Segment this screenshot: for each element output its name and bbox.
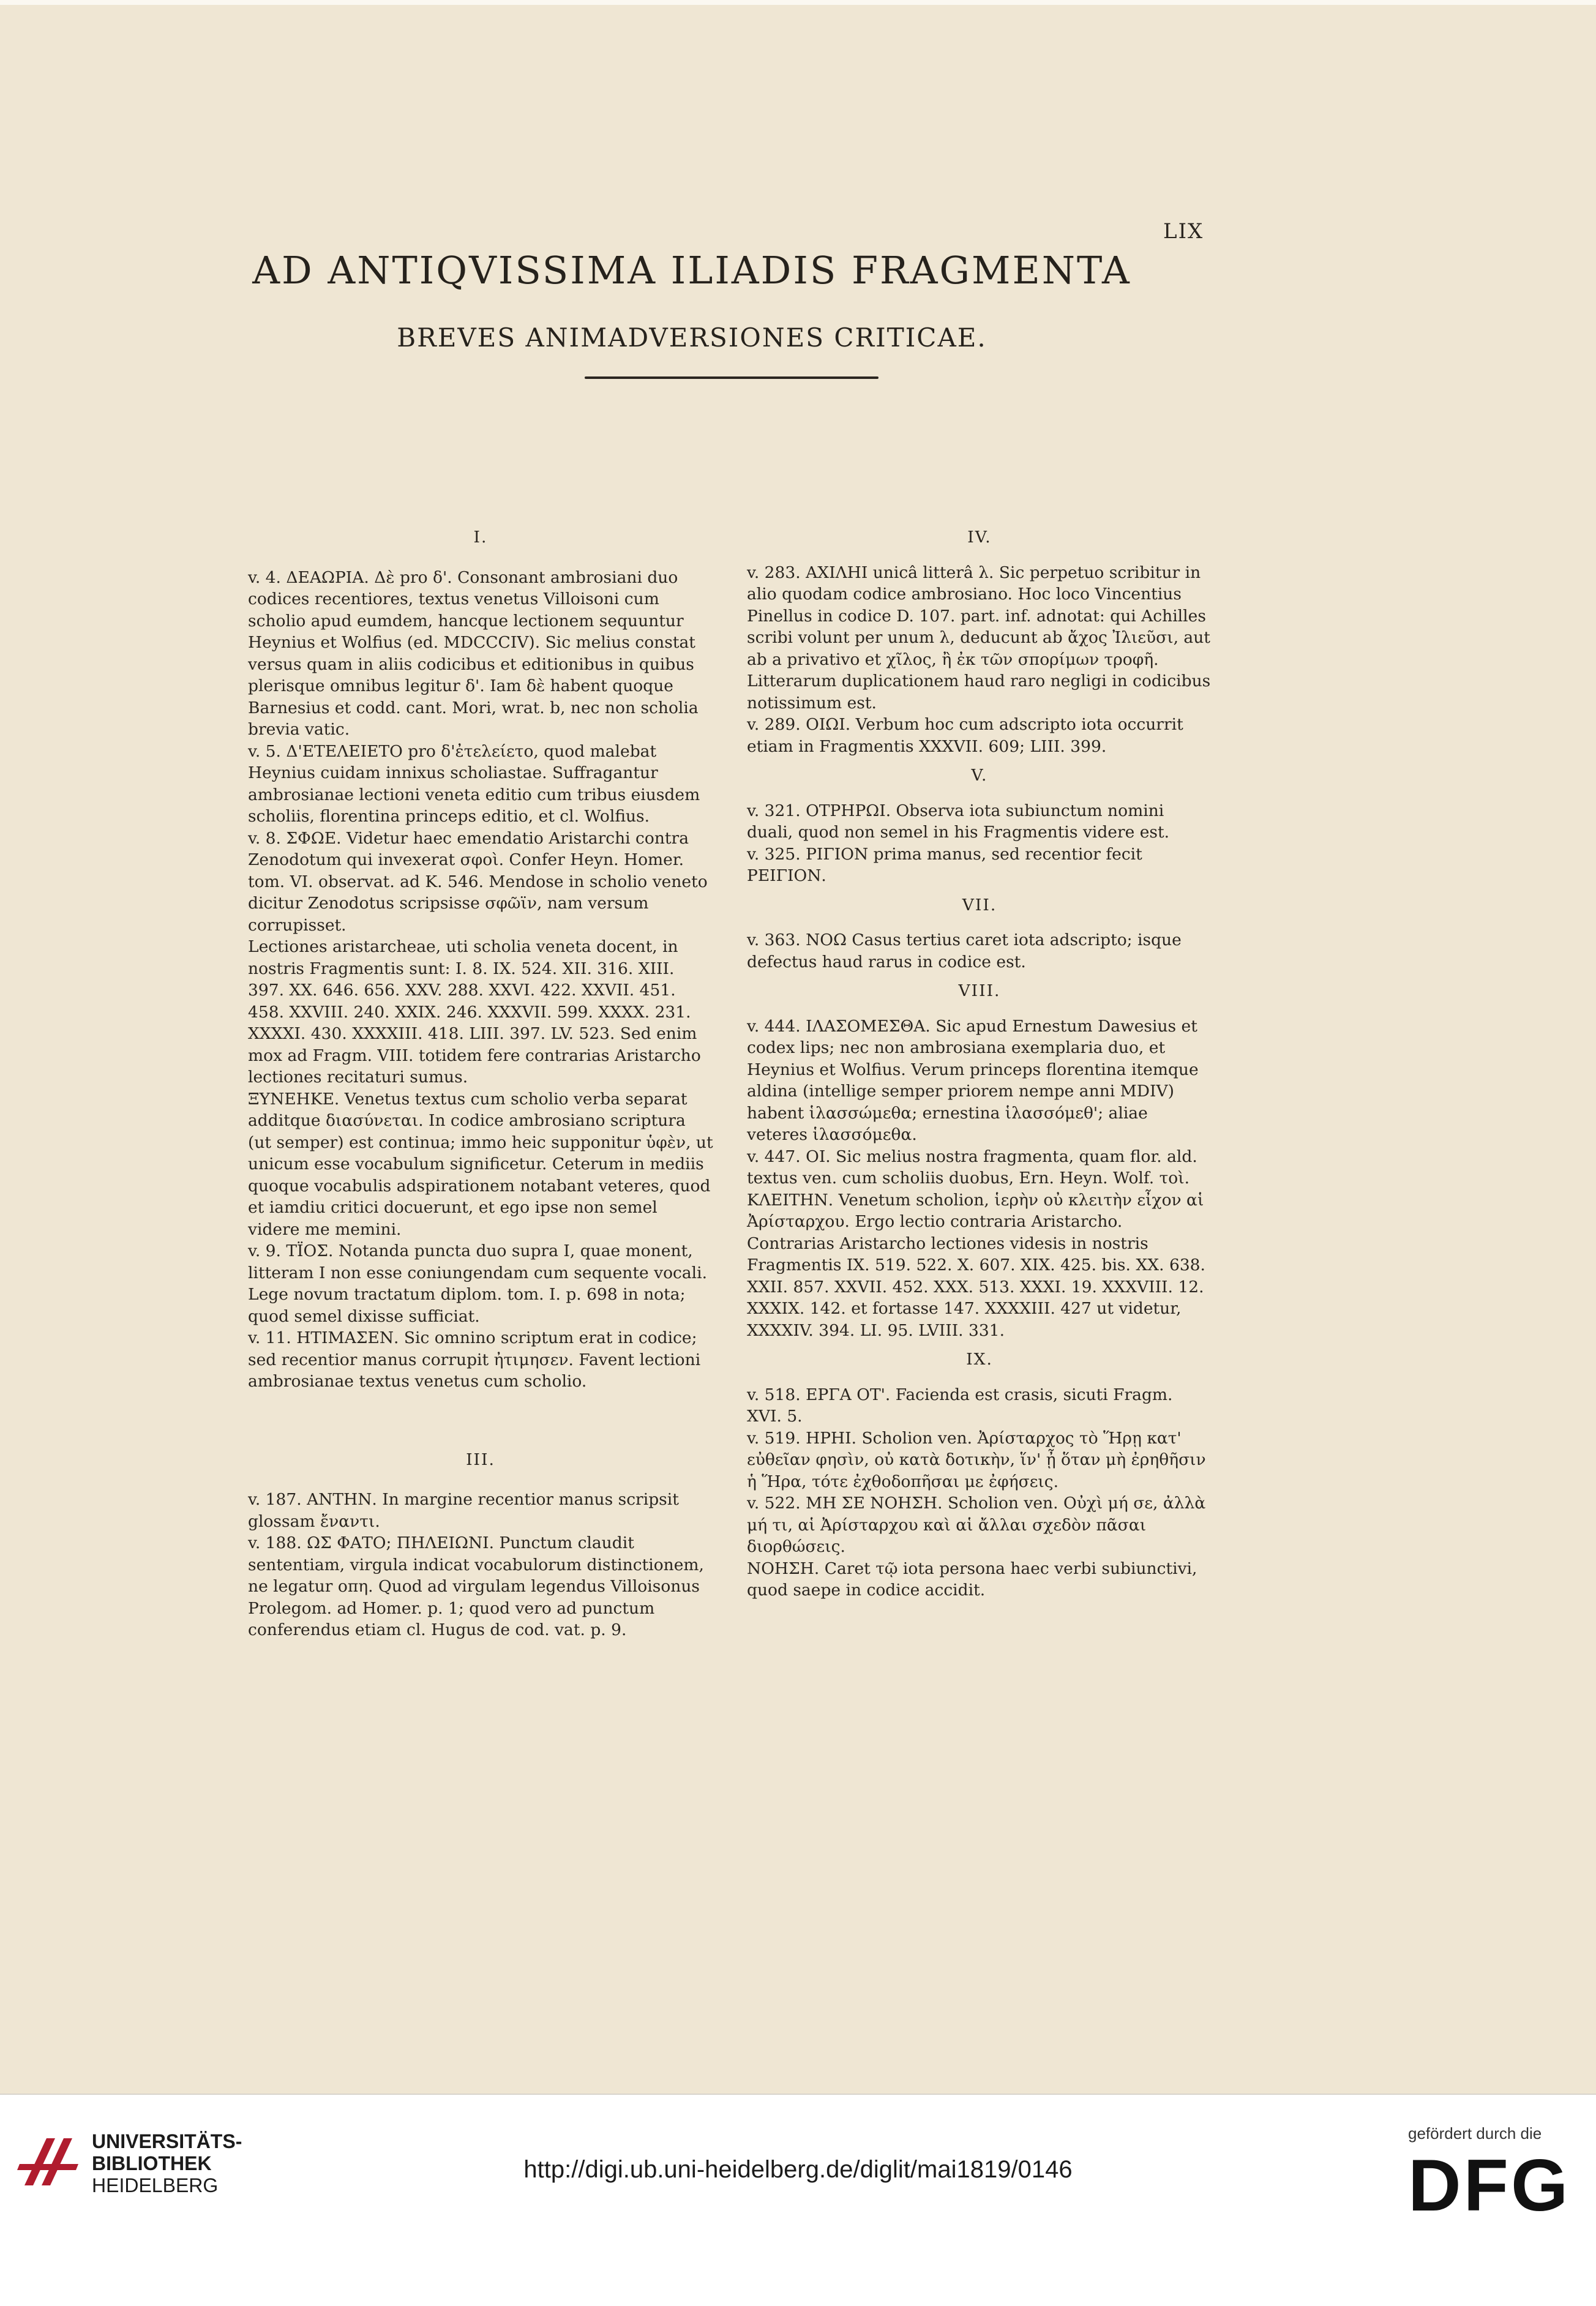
spacer xyxy=(747,887,1212,894)
note-paragraph: v. 4. ΔΕΑΩΡΙΑ. Δὲ pro δ'. Consonant ambrosiani duo codices recentiores, textus venetus Villoisoni cum scholio apud eumdem, hancque lectionem sequuntur Heynius et Wolfius (ed. MDCCCIV). Sic melius constat versus quam in aliis codicibus et editionibus in quibus plerisque omnibus legitur δ'. Iam δὲ habent quoque Barnesius et codd. cant. Mori, wrat. b, nec non scholia brevia vatic. xyxy=(248,567,699,739)
note-paragraph: v. 5. Δ'ΕΤΕΛΕΙΕΤΟ pro δ'ἐτελείετο, quod malebat Heynius cuidam innixus scholiastae. Suffragantur ambrosianae lectioni veneta editio cum tribus eiusdem scholiis, florentina princeps editio, et cl. Wolfius. xyxy=(248,741,700,826)
note-paragraph: v. 321. ΟΤΡΗΡΩΙ. Observa iota subiunctum nomini duali, quod non semel in his Fragmentis videre est. xyxy=(747,801,1170,842)
left-column xyxy=(248,526,713,1641)
section-heading: IV. xyxy=(967,528,992,547)
spacer xyxy=(248,1393,713,1449)
note-paragraph: ΞΥΝΕΗΚΕ. Venetus textus cum scholio verba separat additque διασύνεται. In codice ambrosiano scriptura (ut semper) est continua; immo heic supponitur ὑφὲν, ut unicum esse vocabulum significetur. Ceterum in mediis quoque vocabulis adspirationem notabant veteres, quod et iamdiu critici docuerunt, et ego ipse non semel videre me memini. xyxy=(248,1089,713,1239)
viewer-footer xyxy=(0,2094,1596,2306)
note-paragraph: ΝΟΗΣΗ. Caret τῷ iota persona haec verbi subiunctivi, quod saepe in codice accidit. xyxy=(747,1559,1197,1600)
title-rule xyxy=(585,376,879,379)
funded-by-label: gefördert durch die xyxy=(1408,2124,1542,2143)
section-heading: VIII. xyxy=(958,981,1001,1000)
note-paragraph: v. 518. ΕΡΓΑ ΟΤ'. Facienda est crasis, sicuti Fragm. XVI. 5. xyxy=(747,1385,1173,1426)
section-IV xyxy=(747,526,1212,757)
library-name-line: BIBLIOTHEK xyxy=(92,2152,212,2174)
document-url-link[interactable]: http://digi.ub.uni-heidelberg.de/diglit/mai1819/0146 xyxy=(523,2156,1073,2183)
page-subtitle: BREVES ANIMADVERSIONES CRITICAE. xyxy=(397,323,987,353)
library-name-line: UNIVERSITÄTS- xyxy=(92,2130,242,2152)
note-paragraph: Lectiones aristarcheae, uti scholia veneta docent, in nostris Fragmentis sunt: I. 8. IX. 524. XII. 316. XIII. 397. XX. 646. 656. XXV. 288. XXVI. 422. XXVII. 451. 458. XXVIII. 240. XXIX. 246. XXXVII. 599. XXXX. 231. XXXXI. 430. XXXXIII. 418. LIII. 397. LV. 523. Sed enim mox ad Fragm. VIII. totidem fere contrarias Aristarcho lectiones recitaturi sumus. xyxy=(248,937,701,1087)
section-VII xyxy=(747,894,1212,973)
spacer xyxy=(747,757,1212,765)
page-number: LIX xyxy=(1163,219,1204,244)
note-paragraph: v. 289. ΟΙΩΙ. Verbum hoc cum adscripto iota occurrit etiam in Fragmentis XXXVII. 609; LIII. 399. xyxy=(747,715,1183,756)
section-V xyxy=(747,765,1212,887)
note-paragraph: v. 363. ΝΟΩ Casus tertius caret iota adscripto; isque defectus haud rarus in codice est. xyxy=(747,930,1182,971)
note-paragraph: v. 444. ΙΛΑΣΟΜΕΣΘΑ. Sic apud Ernestum Dawesius et codex lips; nec non ambrosiana exemplaria duo, et Heynius et Wolfius. Verum princeps florentina itemque aldina (intellige semper priorem nempe anni MDIV) habent ἱλασσώμεθα; ernestina ἱλασσόμεθ'; aliae veteres ἱλασσόμεθα. xyxy=(747,1016,1199,1144)
section-heading: I. xyxy=(473,528,488,547)
note-paragraph: v. 325. ΡΙΓΙΟΝ prima manus, sed recentior fecit ΡΕΙΓΙΟΝ. xyxy=(747,844,1142,885)
note-paragraph: v. 11. ΗΤΙΜΑΣΕΝ. Sic omnino scriptum erat in codice; sed recentior manus corrupit ἠτιμησεν. Favent lectioni ambrosianae textus venetus cum scholio. xyxy=(248,1328,701,1391)
spacer xyxy=(747,973,1212,980)
page-title: AD ANTIQVISSIMA ILIADIS FRAGMENTA xyxy=(252,248,1131,293)
section-I xyxy=(248,526,713,1393)
library-name-line: HEIDELBERG xyxy=(92,2174,219,2196)
section-heading: IX. xyxy=(966,1350,993,1369)
section-IX xyxy=(747,1349,1212,1601)
note-paragraph: v. 447. ΟΙ. Sic melius nostra fragmenta, quam flor. ald. textus ven. cum scholiis duobus, Ern. Heyn. Wolf. τοὶ. xyxy=(747,1147,1197,1188)
section-heading: V. xyxy=(971,766,988,785)
note-paragraph: v. 522. ΜΗ ΣΕ ΝΟΗΣΗ. Scholion ven. Οὐχὶ μή σε, ἀλλὰ μή τι, αἱ Ἀρίσταρχου καὶ αἱ ἄλλαι σχεδὸν πᾶσαι διορθώσεις. xyxy=(747,1494,1206,1556)
note-paragraph: v. 187. ΑΝΤΗΝ. In margine recentior manus scripsit glossam ἔναντι. xyxy=(248,1490,679,1531)
note-paragraph: v. 8. ΣΦΩΕ. Videtur haec emendatio Aristarchi contra Zenodotum qui invexerat σφοὶ. Confer Heyn. Homer. tom. VI. observat. ad K. 546. Mendose in scholio veneto dicitur Zenodotus scripsisse σφῶϊν, nam versum corrupisset. xyxy=(248,828,708,935)
spacer xyxy=(747,1341,1212,1349)
note-paragraph: v. 188. ΩΣ ΦΑΤΟ; ΠΗΛΕΙΩΝΙ. Punctum claudit sententiam, virgula indicat vocabulorum distinctionem, ne legatur οπη. Quod ad virgulam legendus Villoisonus Prolegom. ad Homer. p. 1; quod vero ad punctum conferendus etiam cl. Hugus de cod. vat. p. 9. xyxy=(248,1533,704,1639)
right-column xyxy=(747,526,1212,1601)
note-paragraph: ΚΛΕΙΤΗΝ. Venetum scholion, ἱερὴν οὐ κλειτὴν εἶχον αἱ Ἀρίσταρχου. Ergo lectio contraria Aristarcho. Contrarias Aristarcho lectiones videsis in nostris Fragmentis IX. 519. 522. X. 607. XIX. 425. bis. XX. 638. XXII. 857. XXVII. 452. XXX. 513. XXXI. 19. XXXVIII. 12. XXXIX. 142. et fortasse 147. XXXXIII. 427 ut videtur, XXXXIV. 394. LI. 95. LVIII. 331. xyxy=(747,1190,1205,1340)
note-paragraph: v. 9. ΤΪΟΣ. Notanda puncta duo supra I, quae monent, litteram I non esse coniungendam cum sequente vocali. Lege novum tractatum diplom. tom. I. p. 698 in nota; quod semel dixisse sufficiat. xyxy=(248,1241,708,1326)
note-paragraph: v. 519. ΗΡΗΙ. Scholion ven. Ἀρίσταρχος τὸ Ἥρῃ κατ' εὐθεῖαν φησὶν, οὐ κατὰ δοτικὴν, ἵν' ᾖ ὅταν μὴ ἐρηθῆσιν ἡ Ἥρα, τότε ἐχθοδοπῆσαι με ἐφήσεις. xyxy=(747,1428,1206,1491)
section-III xyxy=(248,1449,713,1641)
section-heading: VII. xyxy=(962,895,997,915)
section-VIII xyxy=(747,980,1212,1341)
dfg-logo[interactable]: DFG xyxy=(1408,2144,1571,2226)
section-heading: III. xyxy=(466,1450,495,1469)
page-edge xyxy=(0,0,1596,5)
note-paragraph: v. 283. ΑΧΙΛΗΙ unicâ litterâ λ. Sic perpetuo scribitur in alio quodam codice ambrosiano. Hoc loco Vincentius Pinellus in codice D. 107. part. inf. adnotat: qui Achilles scribi volunt per unum λ, deducunt ab ἄχος Ἰλιεῦσι, aut ab a privativo et χῖλος, ἢ ἐκ τῶν σπορίμων τροφῆ. Litterarum duplicationem haud raro negligi in codicibus notissimum est. xyxy=(747,563,1211,713)
